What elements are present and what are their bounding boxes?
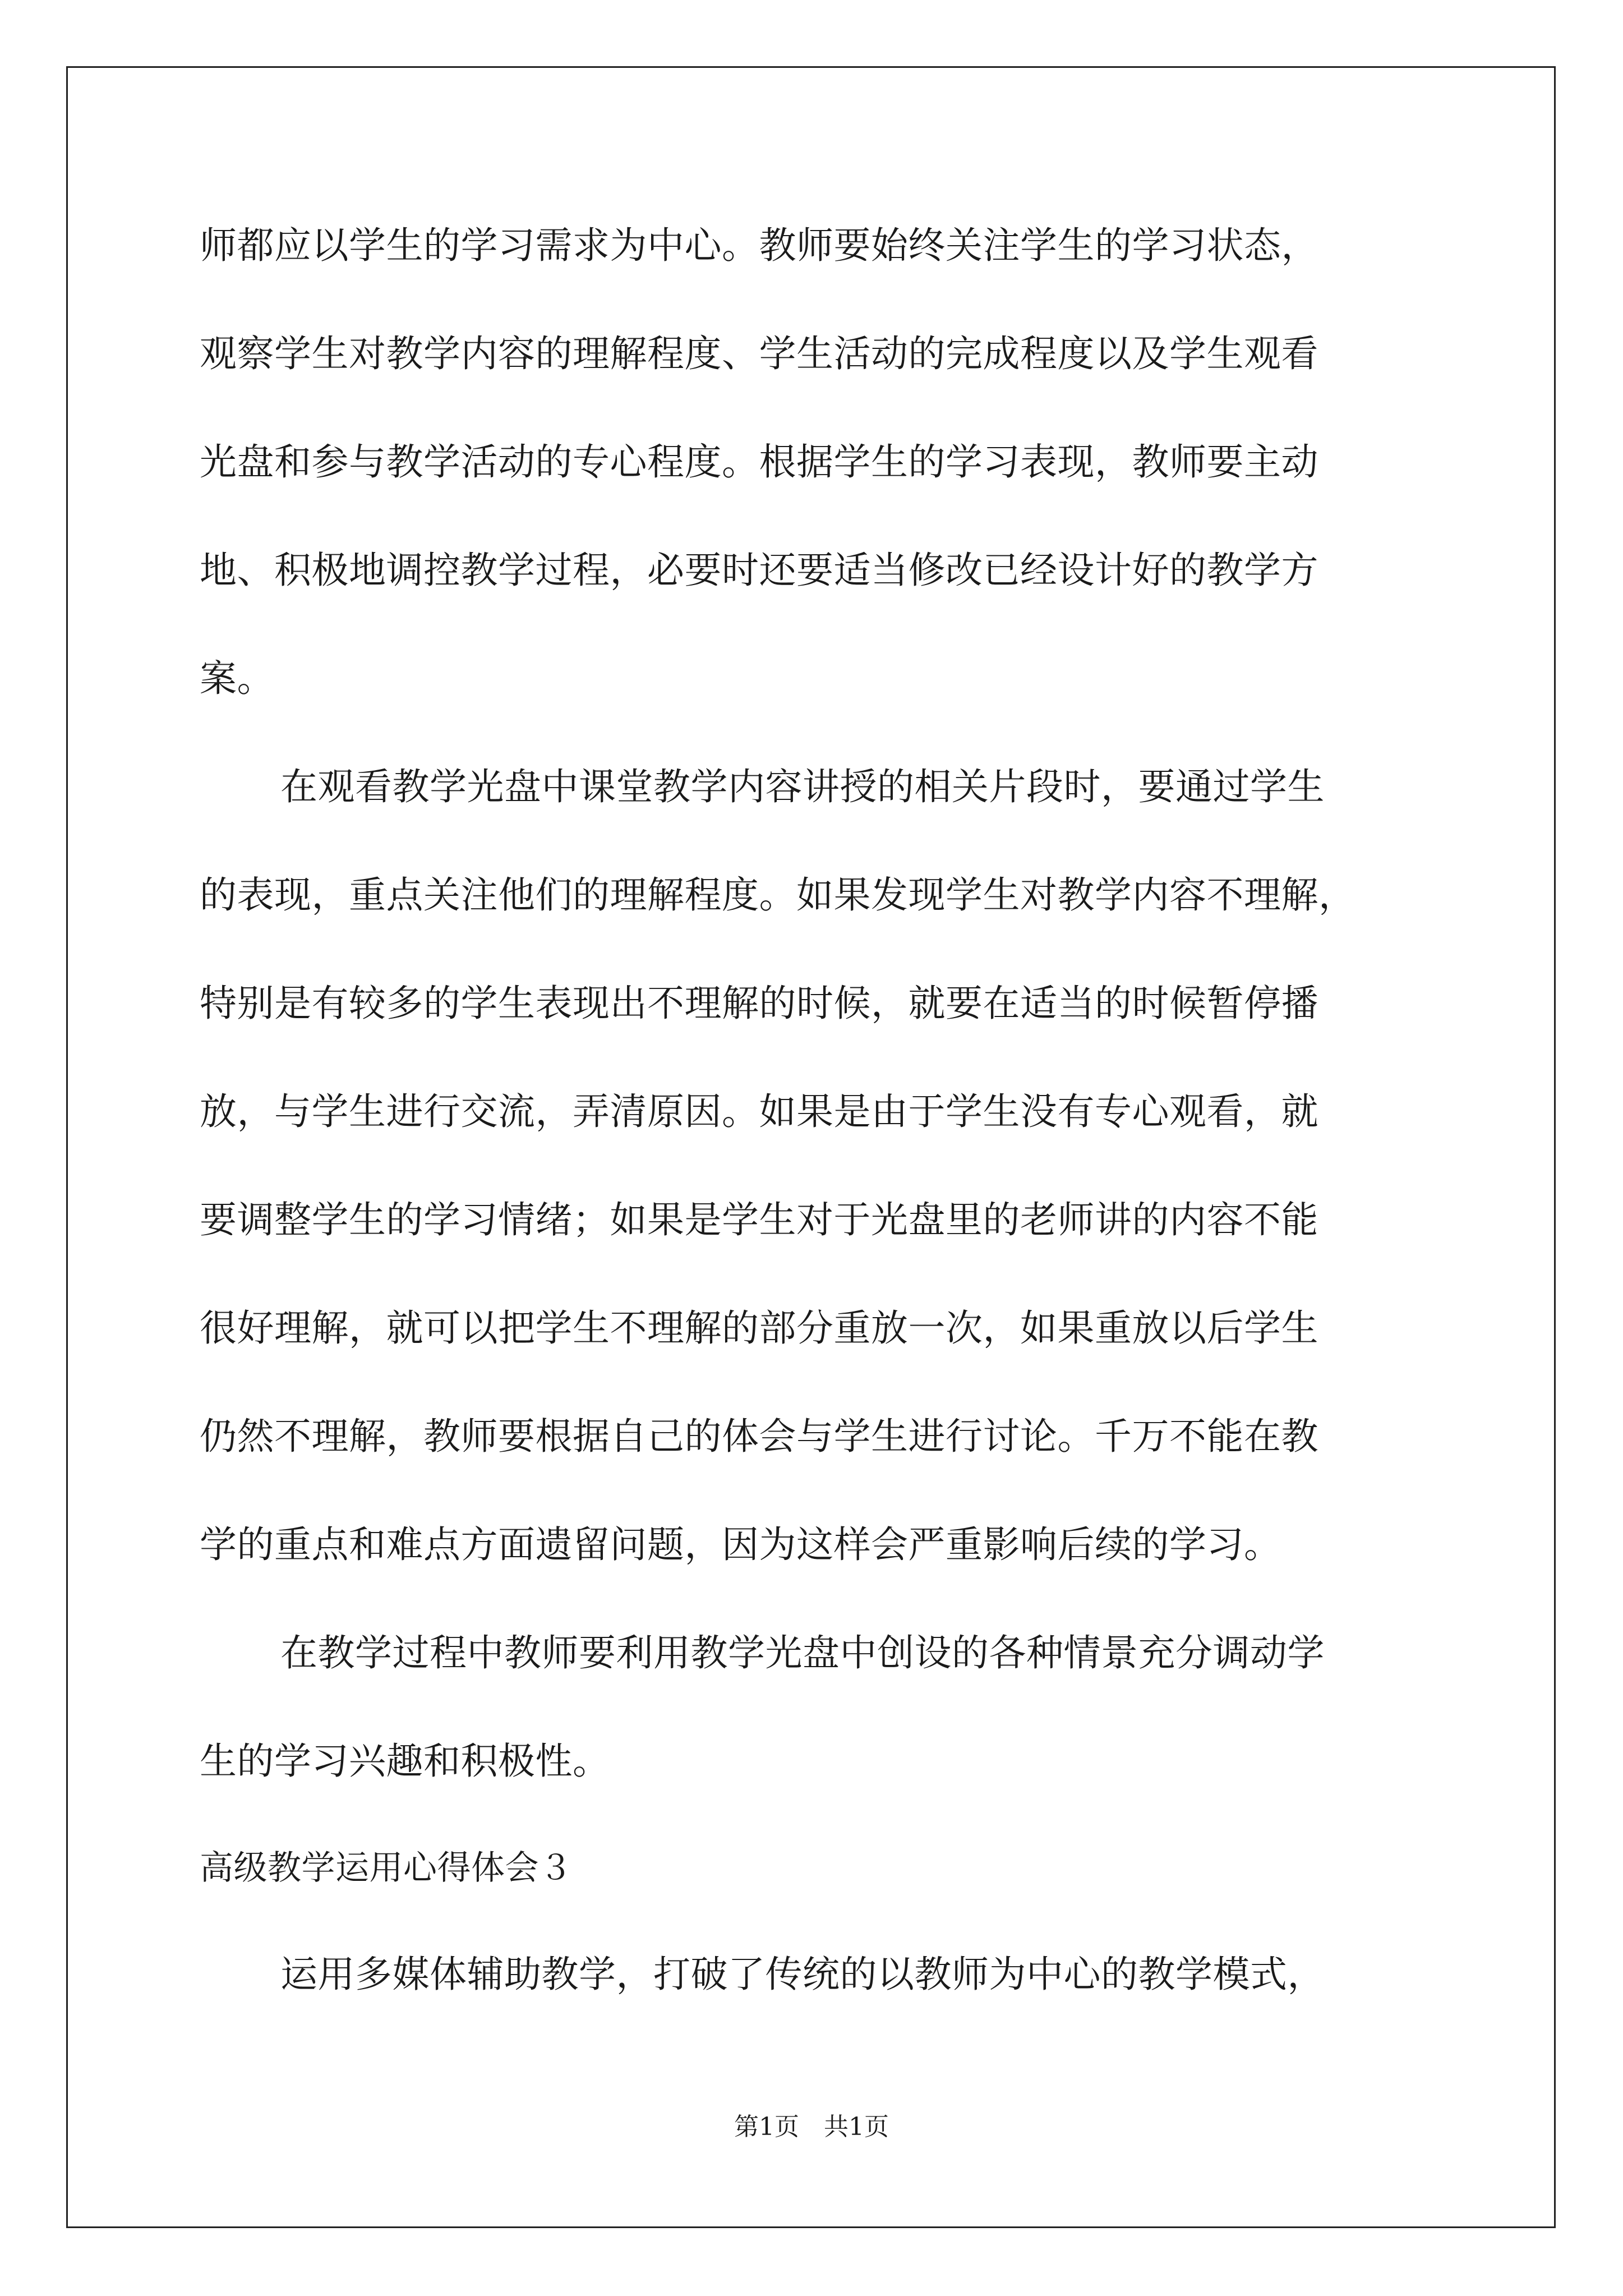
section-heading: 高级教学运用心得体会３ [200, 1848, 573, 1888]
page-border [66, 66, 1556, 2228]
paragraph-2-line-8: 学的重点和难点方面遗留问题，因为这样会严重影响后续的学习。 [200, 1523, 1281, 1566]
paragraph-2-line-3: 特别是有较多的学生表现出不理解的时候，就要在适当的时候暂停播 [200, 982, 1318, 1025]
paragraph-2-line-2: 的表现，重点关注他们的理解程度。如果发现学生对教学内容不理解， [200, 873, 1356, 917]
paragraph-3-line-1: 在教学过程中教师要利用教学光盘中创设的各种情景充分调动学 [280, 1631, 1325, 1674]
paragraph-2-line-7: 仍然不理解，教师要根据自己的体会与学生进行讨论。千万不能在教 [200, 1415, 1318, 1458]
paragraph-1-line-3: 光盘和参与教学活动的专心程度。根据学生的学习表现，教师要主动 [200, 440, 1318, 484]
paragraph-2-line-5: 要调整学生的学习情绪；如果是学生对于光盘里的老师讲的内容不能 [200, 1198, 1318, 1241]
paragraph-3-line-2: 生的学习兴趣和积极性。 [200, 1740, 610, 1783]
paragraph-4-line-1: 运用多媒体辅助教学，打破了传统的以教师为中心的教学模式， [280, 1953, 1325, 1996]
paragraph-1-line-2: 观察学生对教学内容的理解程度、学生活动的完成程度以及学生观看 [200, 332, 1318, 375]
paragraph-2-line-4: 放，与学生进行交流，弄清原因。如果是由于学生没有专心观看，就 [200, 1090, 1318, 1133]
paragraph-1-line-5: 案。 [200, 657, 274, 700]
page-number-footer: 第1页 共1页 [734, 2113, 889, 2141]
paragraph-1-line-4: 地、积极地调控教学过程，必要时还要适当修改已经设计好的教学方 [200, 549, 1318, 592]
paragraph-2-line-1: 在观看教学光盘中课堂教学内容讲授的相关片段时，要通过学生 [280, 765, 1325, 808]
paragraph-1-line-1: 师都应以学生的学习需求为中心。教师要始终关注学生的学习状态， [200, 224, 1318, 267]
paragraph-2-line-6: 很好理解，就可以把学生不理解的部分重放一次，如果重放以后学生 [200, 1306, 1318, 1350]
